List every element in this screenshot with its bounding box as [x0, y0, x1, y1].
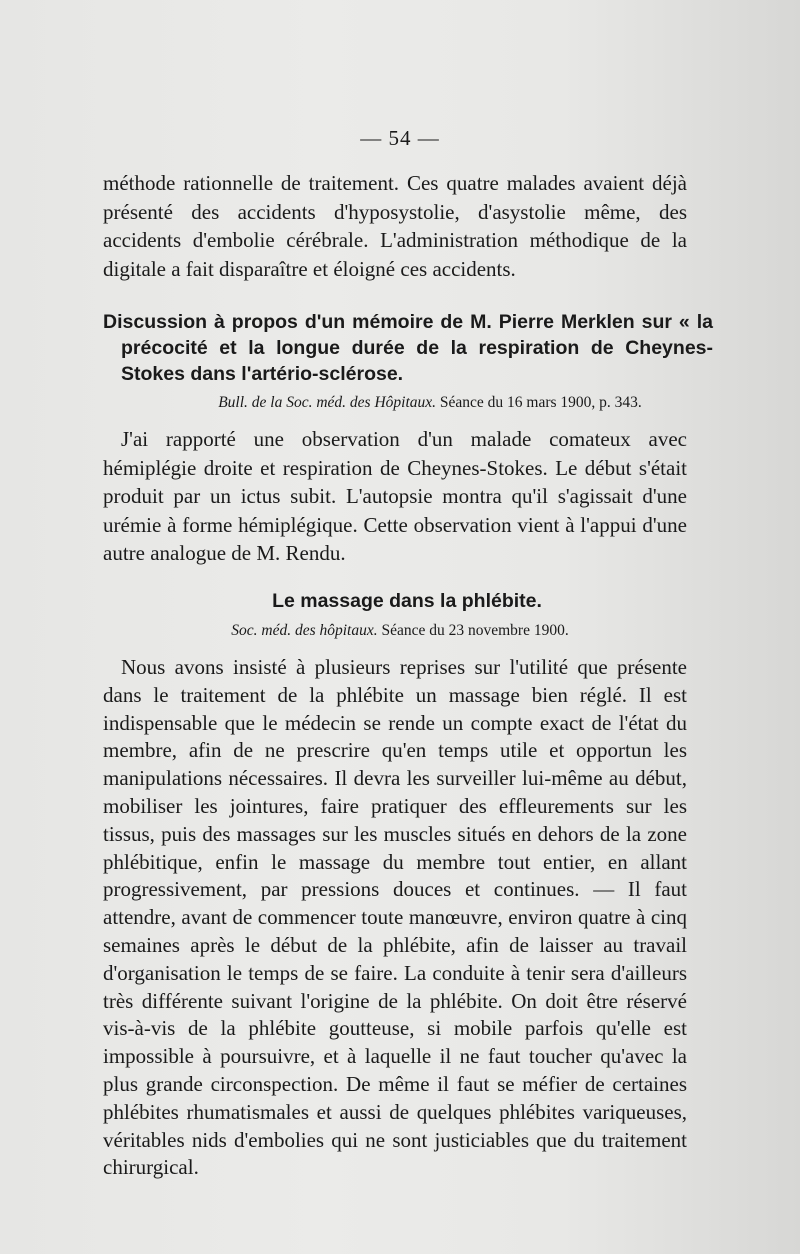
reference-detail: Séance du 23 novembre 1900.	[381, 622, 569, 639]
paragraph-continued: méthode rationnelle de traitement. Ces quatre malades avaient déjà présenté des accidents d'hyposystolie, d'asystolie même, des accidents d'embolie cérébrale. L'administration méthodique de la digitale a fait disparaître et éloigné ces accidents.	[103, 171, 687, 281]
section-heading-cheynes-stokes: Discussion à propos d'un mémoire de M. Pierre Merklen sur « la précocité et la longue durée de la respiration de Cheynes-Stokes dans l'artério-sclérose.	[103, 311, 713, 385]
reference-journal: Soc. méd. des hôpitaux.	[231, 622, 378, 639]
section-heading-massage: Le massage dans la phlébite.	[272, 590, 542, 612]
section-reference-cheynes-stokes	[0, 394, 800, 412]
paragraph-massage: Nous avons insisté à plusieurs reprises sur l'utilité que présente dans le traitement de la phlébite un massage bien réglé. Il est indispensable que le médecin se rende un compte exact de l'état du membre, afin de ne prescrire qu'en temps utile et opportun les manipulations nécessaires. Il devra les surveiller lui-même au début, mobiliser les jointures, faire pratiquer des effleurements sur les tissus, puis des massages sur les muscles situés en dehors de la zone phlébitique, enfin le massage du membre tout entier, en allant progressivement, par pressions douces et continues. — Il faut attendre, avant de commencer toute manœuvre, environ quatre à cinq semaines après le début de la phlébite, afin de laisser au travail d'organisation le temps de se faire. La conduite à tenir sera d'ailleurs très différente suivant l'origine de la phlébite. On doit être réservé vis-à-vis de la phlébite goutteuse, si mobile parfois qu'elle est impossible à poursuivre, et à laquelle il ne faut toucher qu'avec la plus grande circonspection. De même il faut se méfier de certaines phlébites rhumatismales et aussi de quelques phlébites variqueuses, véritables nids d'embolies qui ne sont justiciables que du traitement chirurgical.	[103, 655, 687, 1180]
reference-journal: Bull. de la Soc. méd. des Hôpitaux.	[218, 394, 437, 411]
section-reference-massage	[0, 622, 800, 640]
page-number: — 54 —	[360, 126, 440, 150]
reference-detail: Séance du 16 mars 1900, p. 343.	[439, 394, 642, 411]
paragraph-cheynes-stokes: J'ai rapporté une observation d'un malade comateux avec hémiplégie droite et respiration de Cheynes-Stokes. Le début s'était produit par un ictus subit. L'autopsie montra qu'il s'agissait d'une urémie à forme hémiplégique. Cette observation vient à l'appui d'une autre analogue de M. Rendu.	[103, 427, 687, 565]
